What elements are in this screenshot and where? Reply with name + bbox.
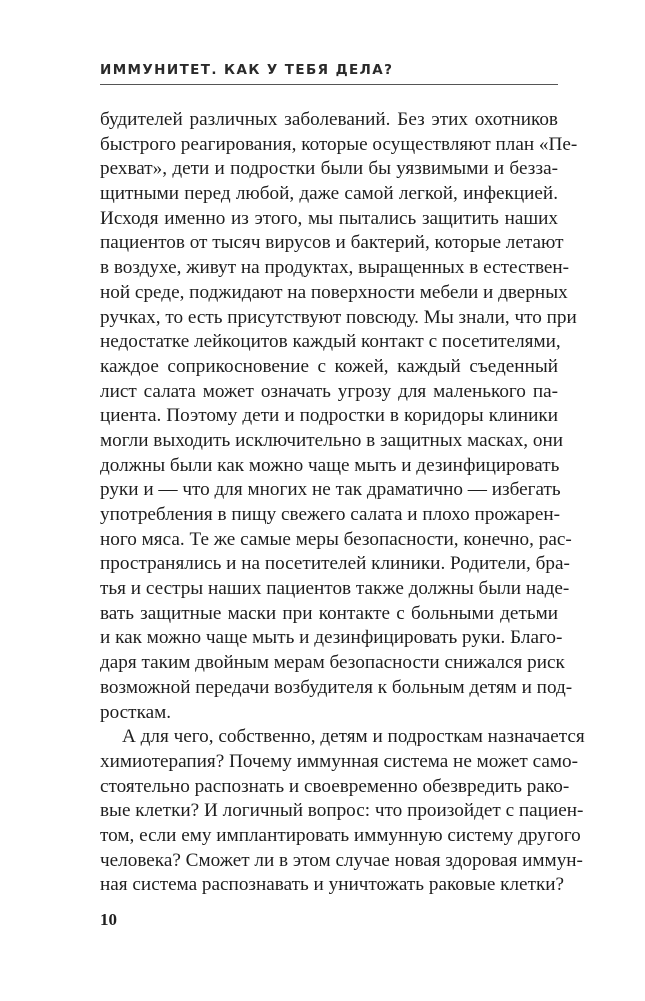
text-line: пациентов от тысяч вирусов и бактерий, которые летают: [100, 232, 564, 254]
text-line: должны были как можно чаще мыть и дезинфицировать: [100, 454, 560, 476]
text-line: даря таким двойным мерам безопасности снижался риск: [100, 652, 565, 674]
text-line: руки и — что для многих не так драматично — избегать: [100, 479, 561, 501]
text-line: человека? Сможет ли в этом случае новая здоровая иммун-: [100, 849, 583, 871]
text-line: быстрого реагирования, которые осуществляют план «Пе-: [100, 133, 578, 155]
body-text: [100, 108, 585, 898]
text-line: пространялись и на посетителей клиники. Родители, бра-: [100, 553, 570, 575]
text-line: циента. Поэтому дети и подростки в коридоры клиники: [100, 405, 558, 427]
text-line: будителей различных заболеваний. Без этих охотников: [100, 109, 558, 130]
paragraph: [100, 108, 578, 725]
text-line: А для чего, собственно, детям и подросткам назначается: [122, 726, 585, 748]
text-line: том, если ему имплантировать иммунную систему другого: [100, 824, 581, 846]
text-line: росткам.: [100, 701, 172, 723]
page-number: 10: [100, 910, 117, 929]
text-line: могли выходить исключительно в защитных масках, они: [100, 429, 564, 451]
text-line: Исходя именно из этого, мы пытались защитить наших: [100, 207, 558, 229]
text-line: вые клетки? И логичный вопрос: что произойдет с пациен-: [100, 800, 584, 822]
text-line: щитными перед любой, даже самой легкой, инфекцией.: [100, 183, 558, 205]
text-line: недостатке лейкоцитов каждый контакт с посетителями,: [100, 331, 561, 353]
text-line: вать защитные маски при контакте с больными детьми: [100, 602, 558, 624]
text-line: тья и сестры наших пациентов также должны были наде-: [100, 578, 570, 600]
text-line: рехват», дети и подростки были бы уязвимыми и безза-: [100, 158, 558, 180]
text-line: в воздухе, живут на продуктах, выращенных в естествен-: [100, 257, 570, 279]
text-line: употребления в пищу свежего салата и плохо прожарен-: [100, 504, 561, 525]
text-line: ная система распознавать и уничтожать раковые клетки?: [100, 874, 565, 896]
text-line: лист салата может означать угрозу для маленького па-: [100, 380, 558, 402]
text-line: возможной передачи возбудителя к больным детям и под-: [100, 676, 573, 698]
text-line: каждое соприкосновение с кожей, каждый съеденный: [100, 355, 558, 377]
text-line: и как можно чаще мыть и дезинфицировать руки. Благо-: [100, 627, 563, 649]
text-line: ного мяса. Те же самые меры безопасности, конечно, рас-: [100, 528, 572, 550]
running-head: ИММУНИТЕТ. КАК У ТЕБЯ ДЕЛА?: [100, 62, 394, 78]
text-line: химиотерапия? Почему иммунная система не может само-: [100, 750, 578, 772]
header-rule: [100, 84, 558, 85]
text-line: ручках, то есть присутствуют повсюду. Мы знали, что при: [100, 306, 577, 328]
text-line: стоятельно распознать и своевременно обезвредить рако-: [100, 775, 570, 797]
text-line: ной среде, поджидают на поверхности мебели и дверных: [100, 281, 568, 303]
paragraph: [100, 725, 585, 898]
